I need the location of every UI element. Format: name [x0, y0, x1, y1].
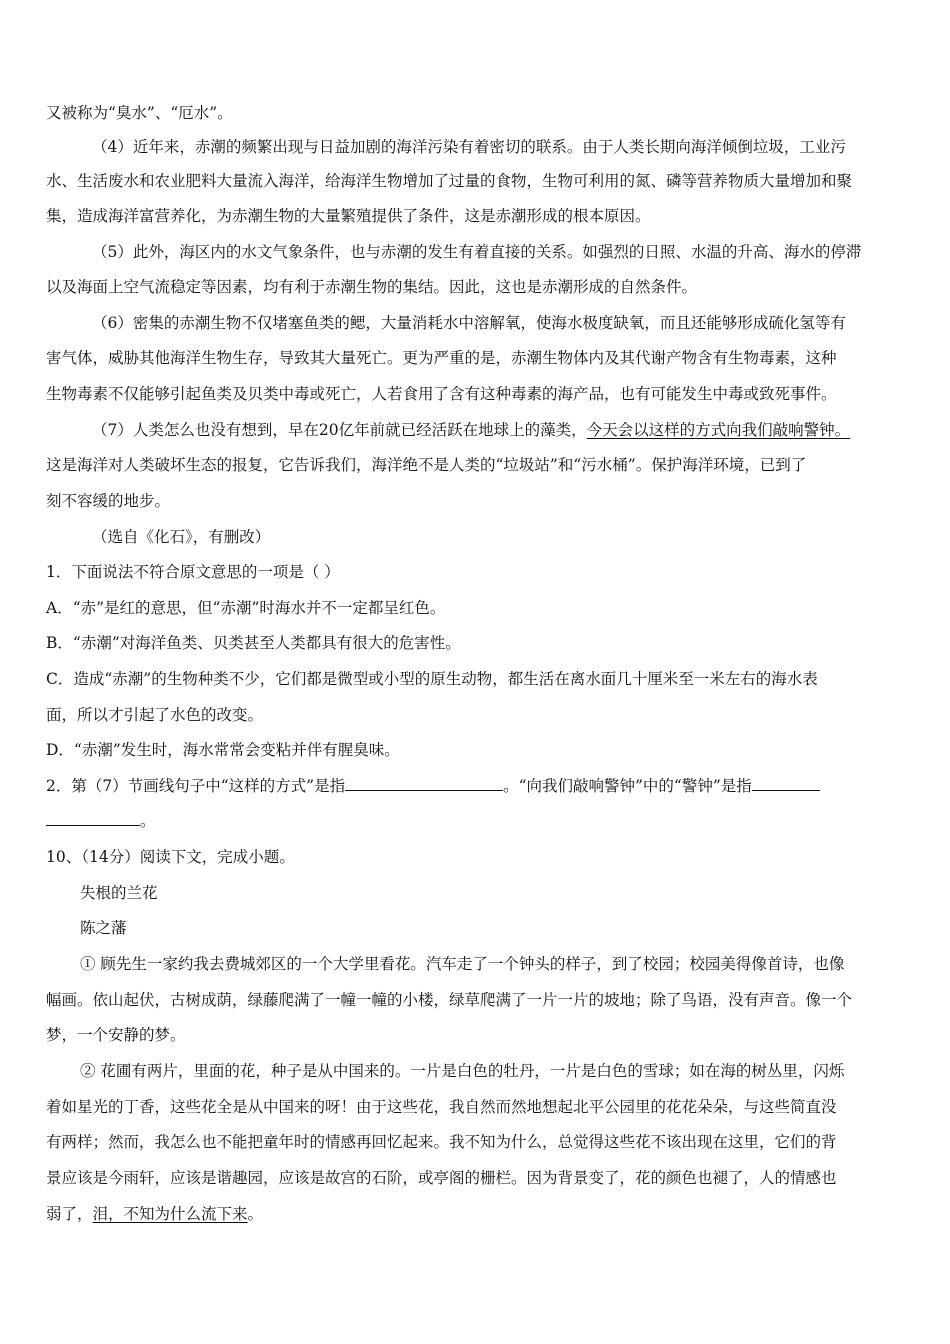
- answer-blank[interactable]: [345, 774, 503, 791]
- option-a: A．“赤”是红的意思，但“赤潮”时海水并不一定都呈红色。: [46, 599, 446, 617]
- paragraph-7-text: （7）人类怎么也没有想到，早在20亿年前就已经活跃在地球上的藻类，: [92, 421, 587, 439]
- essay-title: 失根的兰花: [80, 884, 158, 902]
- paragraph-7-line-2: 这是海洋对人类破坏生态的报复，它告诉我们，海洋绝不是人类的“垃圾站”和“污水桶”。保护海洋环境，已到了: [46, 456, 807, 474]
- text-line: 又被称为“臭水”、“厄水”。: [46, 104, 233, 122]
- underlined-sentence: 泪，不知为什么流下来: [92, 1205, 248, 1223]
- question-2-line-2: [46, 804, 156, 838]
- paragraph-6-line-1: （6）密集的赤潮生物不仅堵塞鱼类的鳃，大量消耗水中溶解氧，使海水极度缺氧，而且还能够形成硫化氢等有: [92, 314, 846, 332]
- paragraph-5-line-2: 以及海面上空气流稳定等因素，均有利于赤潮生物的集结。因此，这也是赤潮形成的自然条件。: [46, 278, 698, 296]
- answer-blank[interactable]: [752, 774, 820, 791]
- option-d: D．“赤潮”发生时，海水常常会变粘并伴有腥臭味。: [46, 741, 400, 759]
- option-c-line-1: C．造成“赤潮”的生物种类不少，它们都是微型或小型的原生动物，都生活在离水面几十厘米至一米左右的海水表: [46, 670, 818, 688]
- essay-paragraph-1-line-1: ① 顾先生一家约我去费城郊区的一个大学里看花。汽车走了一个钟头的样子，到了校园；校园美得像首诗，也像: [80, 955, 845, 973]
- option-c-line-2: 面，所以才引起了水色的改变。: [46, 706, 264, 724]
- option-b: B．“赤潮”对海洋鱼类、贝类甚至人类都具有很大的危害性。: [46, 634, 461, 652]
- paragraph-6-line-2: 害气体，威胁其他海洋生物生存，导致其大量死亡。更为严重的是，赤潮生物体内及其代谢产物含有生物毒素，这种: [46, 349, 837, 367]
- underlined-sentence: 今天会以这样的方式向我们敲响警钟。: [586, 421, 851, 439]
- paragraph-7-line-3: 刻不容缓的地步。: [46, 492, 171, 510]
- essay-paragraph-2-line-4: 景应该是今雨轩，应该是谐趣园，应该是故宫的石阶，或亭阁的栅栏。因为背景变了，花的颜色也褪了，人的情感也: [46, 1169, 837, 1187]
- essay-paragraph-2-line-2: 着如星光的丁香，这些花全是从中国来的呀！由于这些花，我自然而然地想起北平公园里的花花朵朵，与这些简直没: [46, 1098, 837, 1116]
- essay-text: 弱了，: [46, 1205, 93, 1223]
- essay-text-end: 。: [247, 1205, 264, 1223]
- paragraph-4-line-2: 水、生活废水和农业肥料大量流入海洋，给海洋生物增加了过量的食物，生物可利用的氮、磷等营养物质大量增加和聚: [46, 172, 853, 190]
- essay-paragraph-2-line-3: 有两样；然而，我怎么也不能把童年时的情感再回忆起来。我不知为什么，总觉得这些花不该出现在这里，它们的背: [46, 1133, 837, 1151]
- source-citation: （选自《化石》，有删改）: [92, 528, 271, 546]
- section-10-heading: 10、（14分）阅读下文，完成小题。: [46, 848, 295, 866]
- answer-blank[interactable]: [46, 809, 140, 826]
- essay-paragraph-2-line-1: ② 花圃有两片，里面的花，种子是从中国来的。一片是白色的牡丹，一片是白色的雪球；如在海的树丛里，闪烁: [80, 1062, 845, 1080]
- paragraph-7-line-1: [92, 413, 850, 447]
- question-1: 1．下面说法不符合原文意思的一项是（ ）: [46, 563, 340, 581]
- paragraph-4-line-3: 集，造成海洋富营养化，为赤潮生物的大量繁殖提供了条件，这是赤潮形成的根本原因。: [46, 207, 651, 225]
- question-2-end: 。: [140, 812, 156, 830]
- paragraph-4-line-1: （4）近年来，赤潮的频繁出现与日益加剧的海洋污染有着密切的联系。由于人类长期向海洋倾倒垃圾，工业污: [92, 138, 846, 156]
- question-2-line-1: [46, 769, 820, 803]
- essay-paragraph-1-line-2: 幅画。依山起伏，古树成荫，绿藤爬满了一幢一幢的小楼，绿草爬满了一片一片的坡地；除了鸟语，没有声音。像一个: [46, 991, 853, 1009]
- paragraph-6-line-3: 生物毒素不仅能够引起鱼类及贝类中毒或死亡，人若食用了含有这种毒素的海产品，也有可能发生中毒或致死事件。: [46, 385, 837, 403]
- paragraph-5-line-1: （5）此外，海区内的水文气象条件，也与赤潮的发生有着直接的关系。如强烈的日照、水温的升高、海水的停滞: [92, 243, 862, 261]
- essay-paragraph-1-line-3: 梦，一个安静的梦。: [46, 1026, 186, 1044]
- essay-author: 陈之藩: [80, 919, 127, 937]
- question-2-text-2: 。“向我们敲响警钟”中的“警钟”是指: [503, 777, 752, 795]
- question-2-text: 2．第（7）节画线句子中“这样的方式”是指: [46, 777, 346, 795]
- essay-paragraph-2-line-5: [46, 1197, 263, 1231]
